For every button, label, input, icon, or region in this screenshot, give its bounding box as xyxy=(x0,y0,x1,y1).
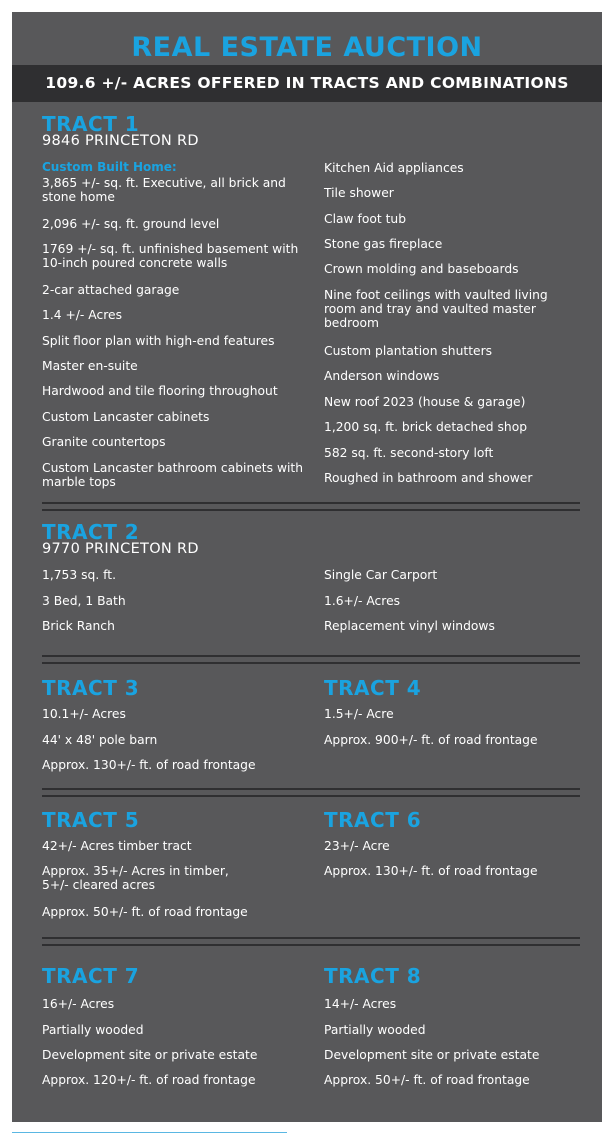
tract-2-left-item: Brick Ranch xyxy=(42,619,115,633)
tract-1-left-item: 1769 +/- sq. ft. unfinished basement with 10-inch poured concrete walls xyxy=(42,242,299,270)
tract-2-right-item: Single Car Carport xyxy=(324,568,438,582)
tract-7-item: Development site or private estate xyxy=(42,1048,258,1062)
tract-1-right-item: Kitchen Aid appliances xyxy=(324,161,464,175)
tract-8-item: Partially wooded xyxy=(324,1023,426,1037)
tract-1-left-item: Custom Lancaster bathroom cabinets with marble tops xyxy=(42,461,304,489)
page-title: REAL ESTATE AUCTION xyxy=(131,32,483,63)
tract-2-address: 9770 PRINCETON RD xyxy=(42,541,199,557)
tract-1-left-item: Master en-suite xyxy=(42,359,138,373)
tract-2-heading: TRACT 2 xyxy=(42,520,140,544)
tract-1-left-item: Split floor plan with high-end features xyxy=(42,334,275,348)
tract-1-right-item: 582 sq. ft. second-story loft xyxy=(324,446,494,460)
tract-1-right-item: 1,200 sq. ft. brick detached shop xyxy=(324,420,528,434)
tract-6-heading: TRACT 6 xyxy=(324,808,422,832)
section-divider xyxy=(42,937,580,946)
tract-1-right-item: Tile shower xyxy=(324,186,394,200)
tract-3-item: 10.1+/- Acres xyxy=(42,707,126,721)
tract-6-item: Approx. 130+/- ft. of road frontage xyxy=(324,864,538,878)
bottom-accent-line xyxy=(12,1132,287,1133)
tract-2-right-item: Replacement vinyl windows xyxy=(324,619,495,633)
tract-1-right-item: Roughed in bathroom and shower xyxy=(324,471,533,485)
tract-7-heading: TRACT 7 xyxy=(42,964,140,988)
tract-1-right-item: Custom plantation shutters xyxy=(324,344,493,358)
tract-1-right-item: Nine foot ceilings with vaulted living room and tray and vaulted master bedroom xyxy=(324,288,548,330)
tract-1-right-item: Claw foot tub xyxy=(324,212,407,226)
tract-1-left-item: Hardwood and tile flooring throughout xyxy=(42,384,278,398)
section-divider xyxy=(42,502,580,511)
tract-2-right-item: 1.6+/- Acres xyxy=(324,594,401,608)
tract-1-left-item: Granite countertops xyxy=(42,435,166,449)
tract-1-left-item: 2,096 +/- sq. ft. ground level xyxy=(42,217,220,231)
tract-8-heading: TRACT 8 xyxy=(324,964,422,988)
tract-4-item: Approx. 900+/- ft. of road frontage xyxy=(324,733,538,747)
tract-7-item: Approx. 120+/- ft. of road frontage xyxy=(42,1073,256,1087)
tract-3-heading: TRACT 3 xyxy=(42,676,140,700)
tract-1-right-item: Crown molding and baseboards xyxy=(324,262,519,276)
tract-6-item: 23+/- Acre xyxy=(324,839,390,853)
tract-8-item: Approx. 50+/- ft. of road frontage xyxy=(324,1073,530,1087)
auction-flyer xyxy=(12,12,602,1122)
tract-2-left-item: 1,753 sq. ft. xyxy=(42,568,116,582)
tract-1-left-item: 2-car attached garage xyxy=(42,283,180,297)
tract-1-right-item: New roof 2023 (house & garage) xyxy=(324,395,526,409)
tract-5-heading: TRACT 5 xyxy=(42,808,140,832)
tract-1-address: 9846 PRINCETON RD xyxy=(42,133,199,149)
tract-3-item: 44' x 48' pole barn xyxy=(42,733,158,747)
tract-8-item: Development site or private estate xyxy=(324,1048,540,1062)
section-divider xyxy=(42,655,580,664)
tract-8-item: 14+/- Acres xyxy=(324,997,397,1011)
tract-5-item: Approx. 35+/- Acres in timber, 5+/- cleared acres xyxy=(42,864,229,892)
tract-1-left-item: Custom Lancaster cabinets xyxy=(42,410,210,424)
tract-1-left-item: 3,865 +/- sq. ft. Executive, all brick and stone home xyxy=(42,176,286,204)
tract-5-item: 42+/- Acres timber tract xyxy=(42,839,192,853)
section-divider xyxy=(42,788,580,797)
tract-7-item: 16+/- Acres xyxy=(42,997,115,1011)
tract-7-item: Partially wooded xyxy=(42,1023,144,1037)
tract-2-left-item: 3 Bed, 1 Bath xyxy=(42,594,126,608)
tract-1-label: Custom Built Home: xyxy=(42,160,177,174)
tract-1-left-item: 1.4 +/- Acres xyxy=(42,308,122,322)
tract-1-right-item: Anderson windows xyxy=(324,369,440,383)
tract-5-item: Approx. 50+/- ft. of road frontage xyxy=(42,905,248,919)
tract-1-heading: TRACT 1 xyxy=(42,112,140,136)
tract-3-item: Approx. 130+/- ft. of road frontage xyxy=(42,758,256,772)
tract-4-heading: TRACT 4 xyxy=(324,676,422,700)
tract-1-right-item: Stone gas fireplace xyxy=(324,237,443,251)
tract-4-item: 1.5+/- Acre xyxy=(324,707,394,721)
subtitle-bar: 109.6 +/- ACRES OFFERED IN TRACTS AND COMBINATIONS xyxy=(12,65,602,102)
